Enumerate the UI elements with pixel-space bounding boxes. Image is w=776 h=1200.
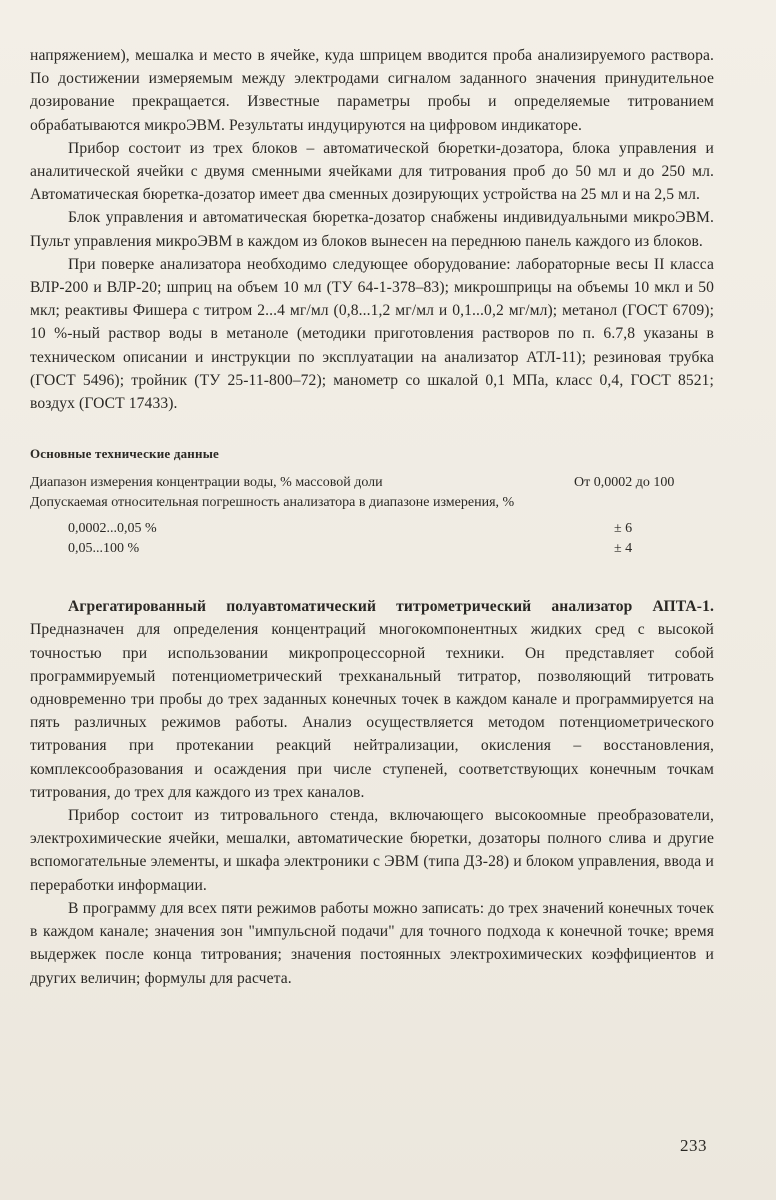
spec-sub-1-label: 0,0002...0,05 % [68,521,157,537]
analyzer-paragraph-2: Прибор состоит из титровального стенда, включающего высокоомные преобразователи, электрохимические ячейки, мешалки, автоматические бюретки, дозаторы полного слива и другие вспомогательные элементы, и шкафа электроники с ЭВМ (типа ДЗ-28) и блоком управления, ввода и переработки информации. [30,807,714,894]
spec-range-label: Диапазон измерения концентрации воды, % массовой доли [30,475,383,491]
spec-range-value: От 0,0002 до 100 [574,475,675,491]
page-content [30,44,714,990]
spec-row-sub-2 [30,539,714,559]
spec-sub-1-value: ± 6 [614,521,633,537]
analyzer-title: Агрегатированный полуавтоматический титрометрический анализатор АПТА-1. [68,598,714,616]
paragraph-1: напряжением), мешалка и место в ячейке, куда шприцем вводится проба анализируемого раствора. По достижении измеряемым между электродами сигналом заданного значения принудительное дозирование прекращается. Известные параметры пробы и определяемые титрованием обрабатываются микроЭВМ. Результаты индуцируются на цифровом индикаторе. [30,47,714,134]
specs-heading: Основные технические данные [30,446,220,462]
specs-table [30,473,714,559]
paragraph-3: Блок управления и автоматическая бюретка-дозатор снабжены индивидуальными микроЭВМ. Пульт управления микроЭВМ в каждом из блоков вынесен на переднюю панель каждого из блоков. [30,209,714,250]
spec-row-error [30,493,714,513]
spec-row-range [30,473,714,493]
page-number: 233 [680,1136,707,1155]
spec-row-sub-1 [30,519,714,539]
paragraph-2: Прибор состоит из трех блоков – автоматической бюретки-дозатора, блока управления и аналитической ячейки с двумя сменными ячейками для титрования проб до 50 мл и до 250 мл. Автоматическая бюретка-дозатор имеет два сменных дозирующих устройства на 25 мл и на 2,5 мл. [30,139,714,204]
analyzer-paragraph-3: В программу для всех пяти режимов работы можно записать: до трех значений конечных точек в каждом канале; значения зон "импульсной подачи" для точного подхода к конечной точке; время выдержек после конца титрования; значения постоянных электрохимических коэффициентов и других величин; формулы для расчета. [30,899,714,987]
analyzer-intro: Предназначен для определения концентраций многокомпонентных жидких сред с высокой точностью при использовании микропроцессорной техники. Он представляет собой программируемый потенциометрический трехканальный титратор, позволяющий титровать одновременно три пробы до трех заданных конечных точек в каждом канале и программируется на пять различных режимов работы. Анализ осуществляется методом потенциометрического титрования при протекании реакций нейтрализации, окисления – восстановления, комплексообразования и осаждения при числе ступеней, соответствующих конечным точкам титрования, до трех для каждого из трех каналов. [30,621,714,801]
paragraph-4: При поверке анализатора необходимо следующее оборудование: лабораторные весы II класса ВЛР-200 и ВЛР-20; шприц на объем 10 мл (ТУ 64-1-378–83); микрошприцы на объемы 10 мкл и 50 мкл; реактивы Фишера с титром 2...4 мг/мл (0,8...1,2 мг/мл и 0,1...0,2 мг/мл); метанол (ГОСТ 6709); 10 %-ный раствор воды в метаноле (методики приготовления растворов по п. 6.7,8 указаны в техническом описании и инструкции по эксплуатации на анализатор АТЛ-11); резиновая трубка (ГОСТ 5496); тройник (ТУ 25-11-800–72); манометр со шкалой 0,1 МПа, класс 0,4, ГОСТ 8521; воздух (ГОСТ 17433). [30,255,714,413]
analyzer-paragraph [30,595,714,804]
spec-sub-2-value: ± 4 [614,541,633,557]
spec-error-label: Допускаемая относительная погрешность анализатора в диапазоне измерения, % [30,495,515,511]
spec-sub-2-label: 0,05...100 % [68,541,140,557]
